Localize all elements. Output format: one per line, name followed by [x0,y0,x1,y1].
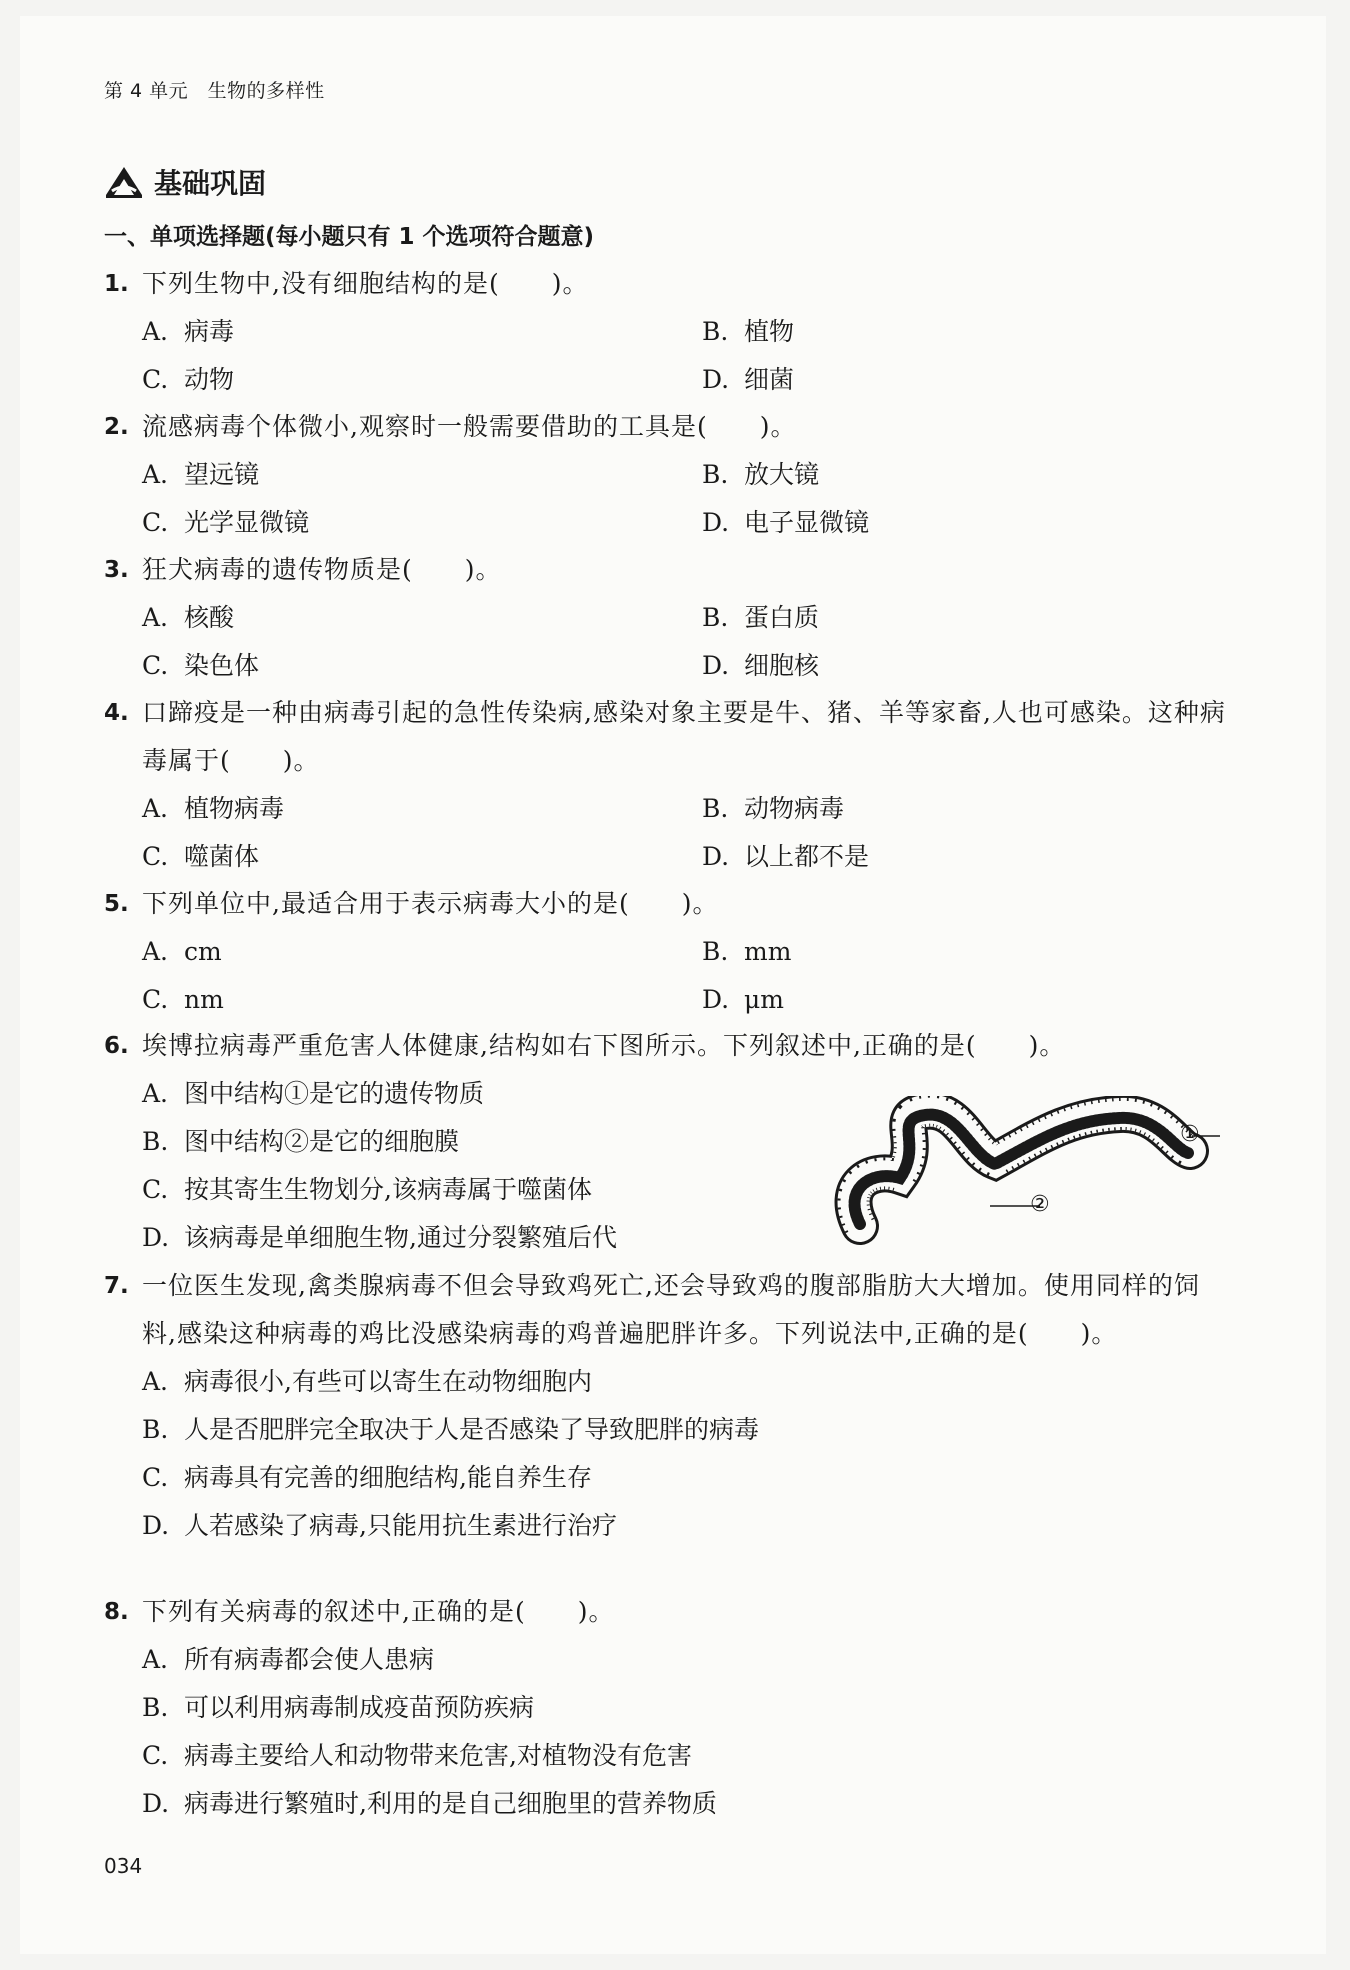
option-d: D. 以上都不是 [702,842,870,871]
section-title [104,162,266,202]
question-stem: 下列有关病毒的叙述中,正确的是( )。 [142,1597,615,1626]
option-b: B. 动物病毒 [702,794,845,823]
question-4 [104,689,1232,881]
question-5 [104,880,1232,1024]
option-a: A. 核酸 [142,603,235,632]
question-1 [104,260,1232,404]
question-stem: 下列单位中,最适合用于表示病毒大小的是( )。 [142,889,719,918]
question-number: 3. [104,557,129,583]
option-a: A. 植物病毒 [142,794,285,823]
option-a: A. 病毒 [142,317,235,346]
option-a: A. cm [142,937,222,966]
option-c: C. 光学显微镜 [142,508,310,537]
question-3 [104,546,1232,690]
option-b: B. 图中结构②是它的细胞膜 [142,1127,460,1156]
option-c: C. 噬菌体 [142,842,260,871]
option-c: C. 染色体 [142,651,260,680]
question-number: 7. [104,1273,129,1299]
option-c: C. 病毒具有完善的细胞结构,能自养生存 [142,1463,592,1492]
option-a: A. 所有病毒都会使人患病 [142,1645,435,1674]
option-a: A. 图中结构①是它的遗传物质 [142,1079,485,1108]
section-title-text: 基础巩固 [154,167,267,200]
option-d: D. 细胞核 [702,651,820,680]
question-stem: 狂犬病毒的遗传物质是( )。 [142,555,502,584]
option-c: C. 病毒主要给人和动物带来危害,对植物没有危害 [142,1741,692,1770]
option-b: B. 蛋白质 [702,603,820,632]
question-number: 8. [104,1599,129,1625]
section-logo-icon [104,165,144,199]
option-b: B. 可以利用病毒制成疫苗预防疾病 [142,1693,535,1722]
option-a: A. 病毒很小,有些可以寄生在动物细胞内 [142,1367,592,1396]
question-number: 2. [104,414,129,440]
question-8 [104,1588,1232,1828]
figure-label-1: ① [1180,1122,1200,1147]
option-b: B. 植物 [702,317,795,346]
unit-header: 第 4 单元 生物的多样性 [104,80,325,102]
option-b: B. 人是否肥胖完全取决于人是否感染了导致肥胖的病毒 [142,1415,760,1444]
figure-label-2: ② [1030,1192,1050,1217]
question-7 [104,1262,1232,1550]
option-c: C. 按其寄生生物划分,该病毒属于噬菌体 [142,1175,592,1204]
question-number: 1. [104,271,129,297]
option-c: C. 动物 [142,365,235,394]
option-b: B. mm [702,937,792,966]
subsection-title: 一、单项选择题(每小题只有 1 个选项符合题意) [104,224,595,250]
option-b: B. 放大镜 [702,460,820,489]
option-d: D. 人若感染了病毒,只能用抗生素进行治疗 [142,1511,617,1540]
option-d: D. μm [702,985,784,1014]
option-a: A. 望远镜 [142,460,260,489]
question-stem: 下列生物中,没有细胞结构的是( )。 [142,269,589,298]
option-c: C. nm [142,985,224,1014]
option-d: D. 病毒进行繁殖时,利用的是自己细胞里的营养物质 [142,1789,717,1818]
question-stem: 一位医生发现,禽类腺病毒不但会导致鸡死亡,还会导致鸡的腹部脂肪大大增加。使用同样的饲料,感染这种病毒的鸡比没感染病毒的鸡普遍肥胖许多。下列说法中,正确的是( )。 [142,1271,1200,1348]
option-d: D. 该病毒是单细胞生物,通过分裂繁殖后代 [142,1223,617,1252]
question-2 [104,403,1232,547]
question-number: 6. [104,1033,129,1059]
question-stem: 流感病毒个体微小,观察时一般需要借助的工具是( )。 [142,412,797,441]
question-number: 5. [104,891,129,917]
question-number: 4. [104,700,129,726]
option-d: D. 细菌 [702,365,795,394]
question-stem: 口蹄疫是一种由病毒引起的急性传染病,感染对象主要是牛、猪、羊等家畜,人也可感染。这种病毒属于( )。 [142,698,1226,775]
question-stem: 埃博拉病毒严重危害人体健康,结构如右下图所示。下列叙述中,正确的是( )。 [142,1031,1066,1060]
ebola-virus-figure [830,1096,1220,1256]
page-number: 034 [104,1854,143,1878]
option-d: D. 电子显微镜 [702,508,870,537]
